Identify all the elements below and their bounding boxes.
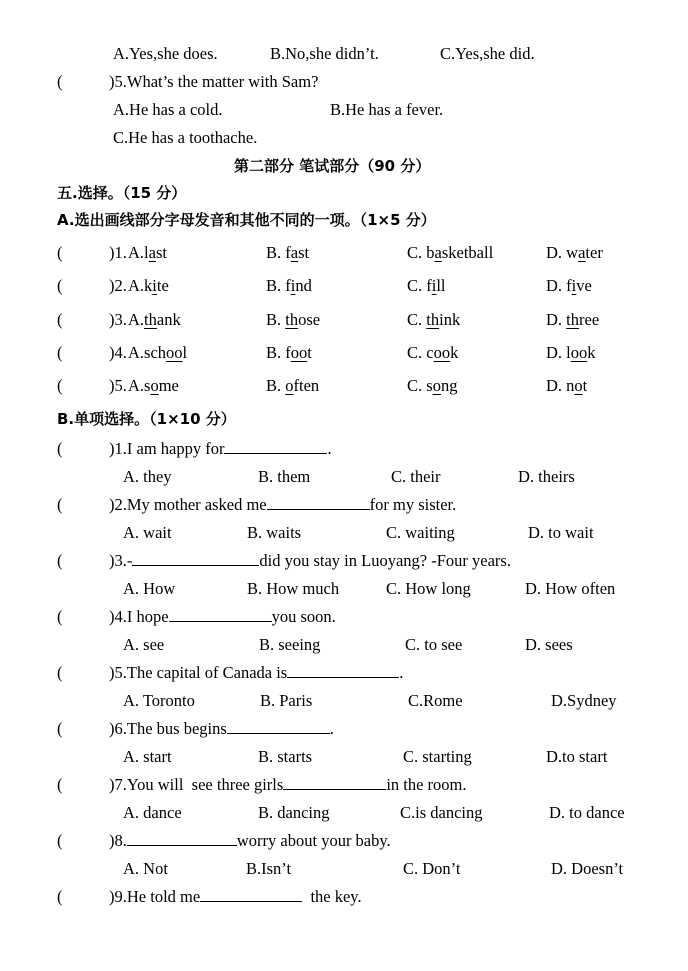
phonics-option — [546, 343, 596, 363]
answer-blank[interactable] — [132, 551, 259, 566]
phonics-option-suffix: ll — [436, 276, 446, 295]
phonics-option — [128, 310, 181, 330]
question-stem — [109, 775, 467, 795]
phonics-option — [407, 343, 458, 363]
phonics-option — [266, 276, 312, 296]
choice-option: A. dance — [123, 803, 182, 822]
phonics-underlined-letters: oo — [433, 343, 451, 362]
question-text: )5.The capital of Canada is — [109, 663, 288, 682]
choice-option: C. How long — [386, 579, 471, 598]
phonics-option — [266, 376, 319, 396]
phonics-option-suffix: ter — [585, 243, 603, 262]
phonics-option — [128, 276, 169, 296]
phonics-option-suffix: ften — [293, 376, 320, 395]
phonics-option-prefix: B. — [266, 376, 286, 395]
choice-option: D. sees — [525, 635, 573, 654]
sectionA-title: A.选出画线部分字母发音和其他不同的一项。（1×5 分） — [57, 211, 436, 229]
phonics-underlined-letters: oo — [290, 343, 308, 362]
phonics-option — [407, 243, 493, 263]
choice-option: D. How often — [525, 579, 616, 598]
phonics-underlined-letters: oo — [166, 343, 183, 362]
answer-paren: ( — [57, 243, 63, 262]
answer-blank[interactable] — [127, 831, 237, 846]
question-text: )8. — [109, 831, 127, 850]
choice-option: D.Sydney — [551, 691, 617, 710]
question-text: . — [327, 439, 332, 458]
phonics-option-prefix: A.s — [128, 376, 151, 395]
phonics-option — [266, 310, 320, 330]
choice-option: A. see — [123, 635, 165, 654]
question-stem — [109, 439, 332, 459]
question-text: )4.I hope — [109, 607, 169, 626]
phonics-underlined-letters: a — [148, 243, 156, 262]
choice-option: A. Not — [123, 859, 168, 878]
phonics-option-suffix: ng — [440, 376, 458, 395]
q5-option-a: A.He has a cold. — [113, 100, 223, 119]
question-stem — [109, 663, 403, 683]
phonics-option-suffix: k — [450, 343, 459, 362]
q5-option-b: B.He has a fever. — [330, 100, 444, 119]
answer-paren: ( — [57, 831, 63, 850]
question-text: worry about your baby. — [236, 831, 391, 850]
phonics-option-suffix: nd — [295, 276, 312, 295]
phonics-option — [407, 376, 457, 396]
phonics-underlined-letters: th — [285, 310, 299, 329]
q5-option-c: C.He has a toothache. — [113, 128, 258, 147]
question-text: )6.The bus begins — [109, 719, 227, 738]
phonics-underlined-letters: o — [574, 376, 583, 395]
choice-option: D. theirs — [518, 467, 575, 486]
phonics-underlined-letters: th — [144, 310, 157, 329]
choice-option: D. Doesn’t — [551, 859, 624, 878]
answer-paren: ( — [57, 439, 63, 458]
phonics-option-prefix: C. — [407, 310, 427, 329]
answer-blank[interactable] — [287, 663, 399, 678]
choice-option: C. starting — [403, 747, 472, 766]
answer-paren: ( — [57, 343, 63, 362]
question-stem — [109, 607, 336, 627]
answer-paren: ( — [57, 72, 63, 91]
question-text: the key. — [302, 887, 362, 906]
phonics-option — [266, 343, 312, 363]
phonics-option — [407, 276, 446, 296]
choice-option: C.is dancing — [400, 803, 483, 822]
answer-paren: ( — [57, 276, 63, 295]
choice-option: B. Paris — [260, 691, 313, 710]
phonics-option-suffix: ose — [298, 310, 321, 329]
phonics-option-suffix: st — [298, 243, 310, 262]
phonics-option-prefix: C. b — [407, 243, 435, 262]
choice-option: D.to start — [546, 747, 608, 766]
choice-option: B. dancing — [258, 803, 330, 822]
q4-option-b: B.No,she didn’t. — [270, 44, 379, 63]
phonics-option-suffix: st — [155, 243, 167, 262]
phonics-option-prefix: D. n — [546, 376, 575, 395]
question-stem — [109, 495, 456, 515]
phonics-option — [546, 310, 599, 330]
question-text: )9.He told me — [109, 887, 201, 906]
answer-paren: ( — [57, 607, 63, 626]
phonics-option-suffix: ink — [439, 310, 461, 329]
phonics-underlined-letters: a — [578, 243, 586, 262]
answer-paren: ( — [57, 663, 63, 682]
answer-paren: ( — [57, 775, 63, 794]
answer-blank[interactable] — [224, 439, 327, 454]
phonics-option-prefix: B. — [266, 310, 286, 329]
phonics-number: )5. — [109, 376, 127, 395]
phonics-option-prefix: D. w — [546, 243, 579, 262]
answer-blank[interactable] — [200, 887, 302, 902]
phonics-option-prefix: B. f — [266, 276, 291, 295]
choice-option: A. Toronto — [123, 691, 195, 710]
phonics-option-prefix: C. c — [407, 343, 434, 362]
question-text: you soon. — [271, 607, 336, 626]
answer-blank[interactable] — [169, 607, 272, 622]
phonics-option-suffix: ank — [156, 310, 181, 329]
answer-paren: ( — [57, 551, 63, 570]
phonics-option-prefix: D. — [546, 310, 567, 329]
question-text: did you stay in Luoyang? -Four years. — [259, 551, 511, 570]
choice-option: D. to dance — [549, 803, 625, 822]
phonics-option-prefix: B. f — [266, 343, 291, 362]
answer-blank[interactable] — [227, 719, 330, 734]
question-text: )1.I am happy for — [109, 439, 225, 458]
phonics-option-prefix: D. l — [546, 343, 571, 362]
phonics-option-prefix: A.k — [128, 276, 153, 295]
phonics-number: )2. — [109, 276, 127, 295]
question-text: . — [329, 719, 334, 738]
q4-option-c: C.Yes,she did. — [440, 44, 535, 63]
choice-option: B. them — [258, 467, 311, 486]
phonics-option — [128, 343, 187, 363]
question-stem — [109, 551, 511, 571]
choice-option: B. seeing — [259, 635, 321, 654]
phonics-option-prefix: A.l — [128, 243, 149, 262]
question-stem — [109, 831, 391, 851]
phonics-option — [546, 376, 587, 396]
phonics-underlined-letters: o — [432, 376, 441, 395]
answer-paren: ( — [57, 887, 63, 906]
phonics-underlined-letters: i — [571, 276, 577, 295]
answer-blank[interactable] — [267, 495, 370, 510]
phonics-option-prefix: A. — [128, 310, 145, 329]
phonics-underlined-letters: i — [431, 276, 437, 295]
question-text: for my sister. — [369, 495, 457, 514]
choice-option: A. wait — [123, 523, 172, 542]
choice-option: A. How — [123, 579, 176, 598]
phonics-underlined-letters: o — [285, 376, 294, 395]
phonics-underlined-letters: th — [566, 310, 580, 329]
phonics-option-suffix: ve — [576, 276, 592, 295]
choice-option: C.Rome — [408, 691, 463, 710]
phonics-option-prefix: B. f — [266, 243, 291, 262]
choice-option: C. their — [391, 467, 441, 486]
choice-option: C. to see — [405, 635, 463, 654]
question-text: )2.My mother asked me — [109, 495, 267, 514]
phonics-number: )1. — [109, 243, 127, 262]
phonics-option-suffix: t — [582, 376, 588, 395]
phonics-option-suffix: te — [156, 276, 169, 295]
choice-option: A. they — [123, 467, 172, 486]
phonics-option — [128, 243, 167, 263]
question-text: . — [399, 663, 404, 682]
q5-stem: )5.What’s the matter with Sam? — [109, 72, 319, 91]
answer-paren: ( — [57, 376, 63, 395]
phonics-underlined-letters: th — [426, 310, 440, 329]
phonics-option-suffix: me — [158, 376, 179, 395]
answer-paren: ( — [57, 719, 63, 738]
question-stem — [109, 719, 334, 739]
choice-option: B. How much — [247, 579, 340, 598]
choice-option: A. start — [123, 747, 172, 766]
choice-option: B. starts — [258, 747, 313, 766]
phonics-underlined-letters: i — [152, 276, 157, 295]
phonics-option — [546, 243, 603, 263]
choice-option: C. Don’t — [403, 859, 461, 878]
section5-title: 五.选择。（15 分） — [57, 184, 187, 202]
phonics-underlined-letters: a — [290, 243, 299, 262]
phonics-option — [546, 276, 592, 296]
question-text: )3.- — [109, 551, 133, 570]
phonics-option-suffix: t — [307, 343, 312, 362]
phonics-underlined-letters: oo — [570, 343, 588, 362]
phonics-option-suffix: k — [587, 343, 596, 362]
phonics-option — [266, 243, 309, 263]
phonics-option-suffix: l — [182, 343, 188, 362]
phonics-number: )4. — [109, 343, 127, 362]
phonics-option — [407, 310, 460, 330]
phonics-option-prefix: C. s — [407, 376, 433, 395]
phonics-underlined-letters: a — [434, 243, 442, 262]
choice-option: D. to wait — [528, 523, 594, 542]
question-text: in the room. — [386, 775, 467, 794]
phonics-option-suffix: ree — [579, 310, 600, 329]
choice-option: B.Isn’t — [246, 859, 292, 878]
question-text: )7.You will see three girls — [109, 775, 284, 794]
phonics-option-prefix: C. f — [407, 276, 432, 295]
answer-paren: ( — [57, 310, 63, 329]
phonics-option — [128, 376, 179, 396]
choice-option: C. waiting — [386, 523, 455, 542]
part2-title: 第二部分 笔试部分（90 分） — [234, 157, 431, 175]
phonics-underlined-letters: i — [290, 276, 296, 295]
phonics-option-prefix: A.sch — [128, 343, 167, 362]
phonics-underlined-letters: o — [150, 376, 159, 395]
choice-option: B. waits — [247, 523, 302, 542]
answer-blank[interactable] — [283, 775, 386, 790]
q4-option-a: A.Yes,she does. — [113, 44, 218, 63]
question-stem — [109, 887, 362, 907]
phonics-number: )3. — [109, 310, 127, 329]
answer-paren: ( — [57, 495, 63, 514]
sectionB-title: B.单项选择。（1×10 分） — [57, 410, 236, 428]
phonics-option-suffix: sketball — [441, 243, 494, 262]
phonics-option-prefix: D. f — [546, 276, 572, 295]
